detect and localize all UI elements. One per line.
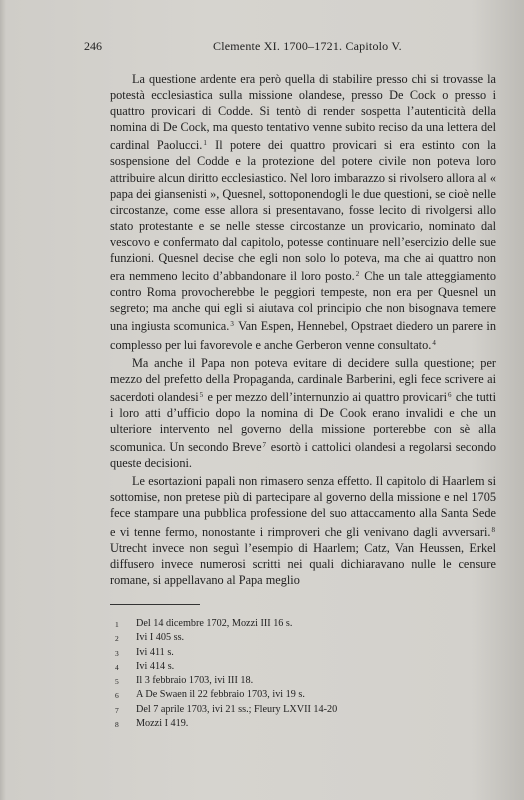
footnote	[115, 660, 475, 674]
footnote-number: 5	[115, 677, 119, 687]
footnote-reference: 5	[199, 390, 204, 399]
footnotes	[115, 617, 475, 731]
footnote	[115, 617, 475, 631]
footnote-reference: 3	[230, 320, 234, 329]
footnote-reference: 6	[448, 390, 452, 399]
footnote-number: 2	[115, 634, 119, 644]
text-segment: Utrecht invece non seguì l’esempio di Haarlem; Catz, Van Heussen, Erkel diffusero invece numerosi scritti nei quali dichiaravano nulle le censure romane, si appellavano al Papa meglio	[110, 540, 496, 587]
footnote-text: Ivi 414 s.	[136, 660, 175, 672]
text-segment: Che un tale atteggiamento contro Roma provocherebbe le peggiori tempeste, non era per Quesnel un segreto; ma anche qui egli si aiutava col principio che non bisognava temere una ingiusta scomunica.	[110, 269, 496, 334]
footnote-number: 6	[115, 691, 119, 701]
footnote-number: 3	[115, 648, 119, 658]
page-number: 246	[84, 39, 102, 53]
footnote-text: Del 14 dicembre 1702, Mozzi III 16 s.	[136, 618, 293, 629]
footnote-text: Ivi 411 s.	[136, 646, 174, 658]
paragraph	[110, 355, 496, 472]
page-header	[84, 39, 496, 57]
text-segment: Il potere dei quattro provicari si era estinto con la sospensione del Codde e la protezione del potere civile non poteva loro attribuire alcun diritto ecclesiastico. Nel loro imbarazzo si rivolsero allora al « papa dei giansenisti », Quesnel, sottoponendogli le due questioni, se cioè nelle circostanze, come esse allora si presentavano, fosse lecito di rivolgersi allo stato protestante e se nelle stesse circostanze un provicario, nominato dal vescovo e confermato dal capitolo, potesse continuare nell’esercizio delle sue funzioni. Quesnel decise che egli non solo lo poteva, ma che ai quattro non era nemmeno lecito d’abbandonare il loro posto.	[110, 138, 496, 284]
text-segment: esortò i cattolici olandesi a regolarsi secondo queste decisioni.	[110, 440, 496, 471]
text-segment: Le esortazioni papali non rimasero senza effetto. Il capitolo di Haarlem si sottomise, non pretese più di partecipare al governo della missione e nel 1705 fece stampare una pubblica professione del suo attaccamento alla Santa Sede e vi tenne fermo, nonostante i rimproveri che gli venivano dagli avversari.	[110, 474, 496, 539]
footnote-separator	[110, 604, 200, 605]
footnote-reference: 4	[432, 338, 436, 347]
footnote-text: A De Swaen il 22 febbraio 1703, ivi 19 s.	[136, 689, 305, 701]
footnote	[115, 688, 475, 702]
footnote-number: 7	[115, 705, 119, 715]
paragraph	[110, 71, 496, 353]
running-title: Clemente XI. 1700–1721. Capitolo V.	[213, 39, 402, 53]
text-segment: che tutti i loro atti d’ufficio dopo la nomina di De Cook erano invalidi e che un ulteriore intervento nel governo della missione porterebbe con sè alla scomunica. Un secondo Breve	[110, 389, 496, 455]
footnote	[115, 646, 475, 660]
footnote-reference: 8	[491, 525, 495, 534]
paragraph	[110, 473, 496, 588]
footnote-reference: 2	[355, 270, 360, 279]
footnote	[115, 631, 475, 645]
footnote	[115, 717, 475, 731]
footnote-number: 1	[115, 620, 119, 629]
footnote-reference: 1	[203, 139, 207, 148]
footnote-reference: 7	[262, 441, 267, 450]
text-segment: La questione ardente era però quella di stabilire presso chi si trovasse la potestà ecclesiastica sulla missione olandese, presso De Cock o presso i quattro provicari di Codde. Si tentò di render sospetta l’autenticità della nomina di De Cock, ma questo tentativo venne subito reciso da una lettera del cardinal Paolucci.	[110, 72, 496, 153]
footnote-text: Ivi I 405 ss.	[136, 632, 185, 644]
text-segment: Ma anche il Papa non poteva evitare di decidere sulla questione; per mezzo del prefetto della Propaganda, cardinale Barberini, egli fece scrivere ai sacerdoti olandesi	[110, 355, 496, 404]
footnote-text: Il 3 febbraio 1703, ivi III 18.	[136, 675, 254, 687]
footnote-text: Del 7 aprile 1703, ivi 21 ss.; Fleury LXVII 14-20	[136, 703, 338, 715]
body-text	[110, 71, 496, 590]
text-segment: Van Espen, Hennebel, Opstraet diedero un parere in complesso per lui favorevole e anche Gerberon venne consultato.	[110, 319, 496, 352]
footnote-number: 8	[115, 720, 119, 730]
footnote	[115, 703, 475, 717]
text-segment: e per mezzo dell’internunzio ai quattro provicari	[204, 389, 448, 404]
footnote-text: Mozzi I 419.	[136, 718, 189, 730]
footnote-number: 4	[115, 662, 119, 672]
footnote	[115, 674, 475, 688]
